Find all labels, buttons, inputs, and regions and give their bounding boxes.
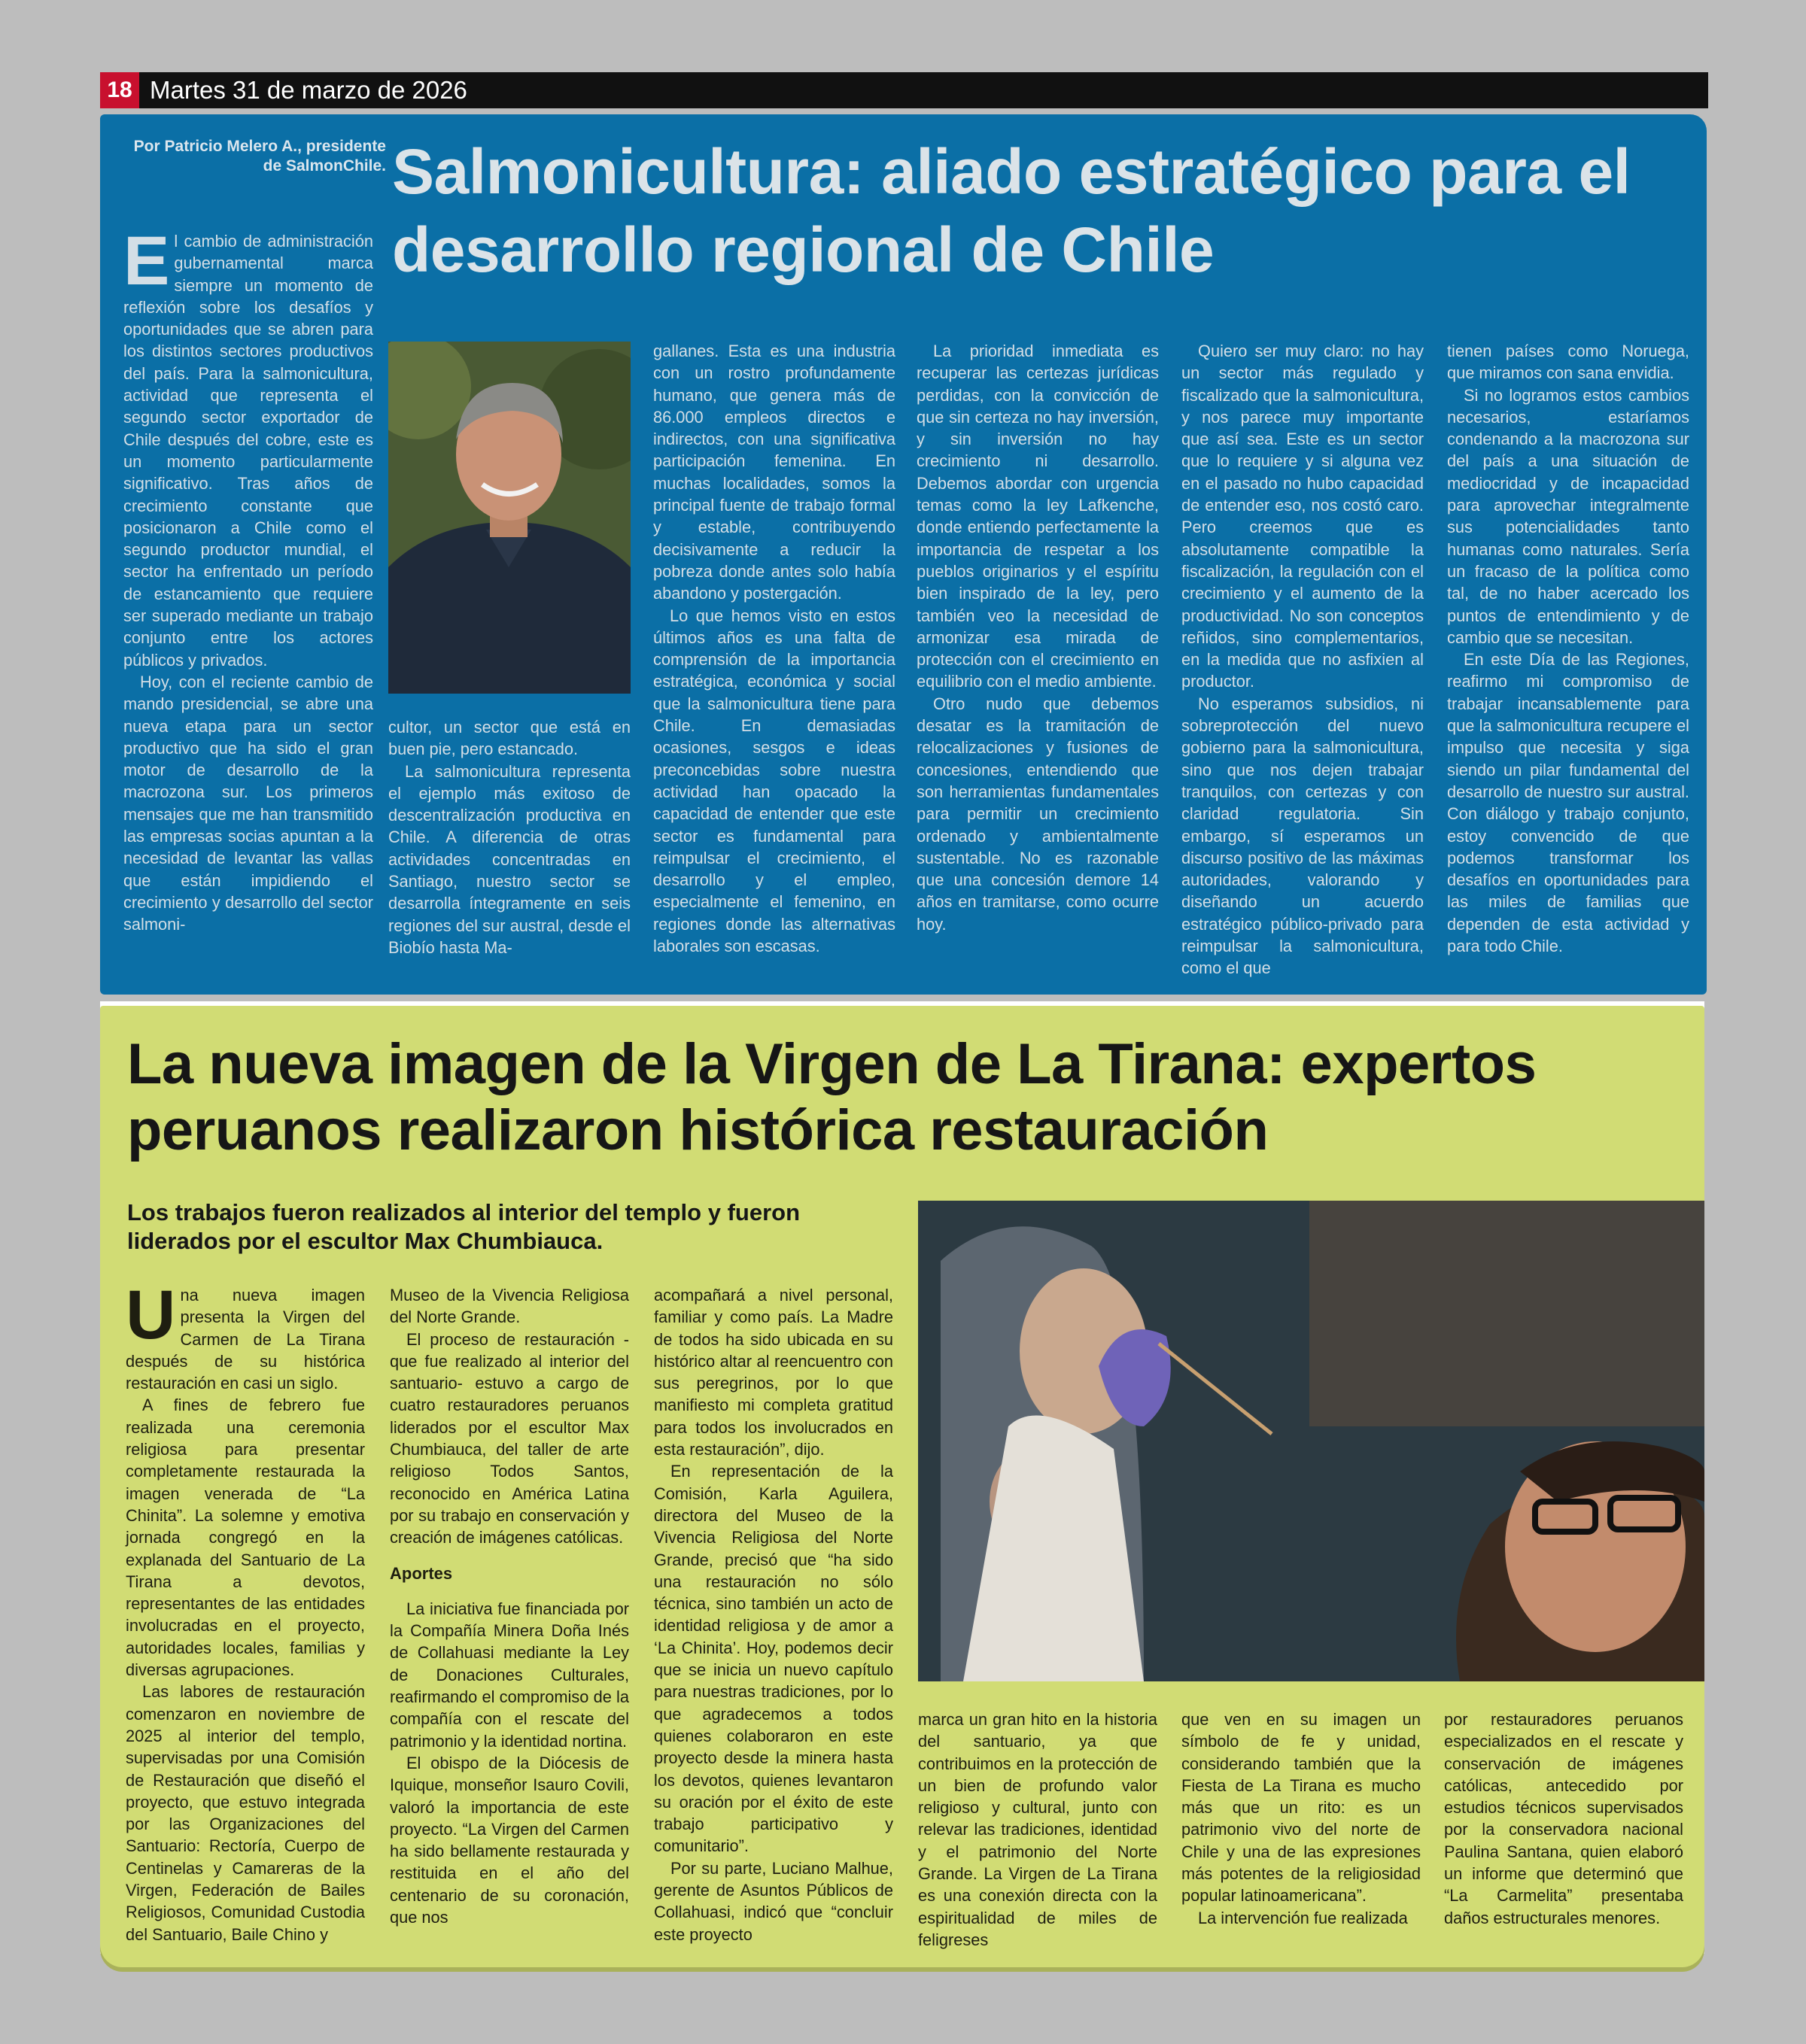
feature-paragraph: El proceso de restauración - que fue realizado al interior del santuario- estuvo a cargo de cuatro restauradores peruanos liderados por el escultor Max Chumbiauca, del taller de arte religioso Todos Santos, reconocido en América Latina por su trabajo en conservación y creación de imágenes católicas. [390,1329,629,1547]
feature-title: La nueva imagen de la Virgen de La Tirana: expertos peruanos realizaron histórica restauración [127,1032,1537,1162]
feature-column-5 [1181,1708,1421,1929]
feature-article [100,1006,1704,1967]
opinion-title: Salmonicultura: aliado estratégico para el desarrollo regional de Chile [392,136,1631,285]
opinion-column-1 [123,223,373,936]
feature-column-2 [390,1284,629,1928]
restoration-photo [918,1201,1704,1681]
opinion-paragraph: La prioridad inmediata es recuperar las certezas jurídicas perdidas, con la convicción de que sin certeza no hay inversión, y sin inversión no hay crecimiento ni desarrollo. Debemos abordar con urgencia temas como la ley Lafkenche, donde entiendo perfectamente la importancia de respetar a los pueblos originarios y el espíritu bien inspirado de la ley, pero también veo la necesidad de armonizar esa mirada de protección con el crecimiento en equilibrio con el medio ambiente. [917,342,1159,691]
issue-date: Martes 31 de marzo de 2026 [150,76,467,104]
feature-paragraph: Museo de la Vivencia Religiosa del Norte Grande. [390,1286,629,1327]
opinion-column-6 [1447,340,1689,957]
feature-paragraph: por restauradores peruanos especializados en el rescate y conservación de imágenes católicas, antecedido por estudios técnicos supervisados por la conservadora nacional Paulina Santana, quien elaboró un informe que determinó que “La Carmelita” presentaba daños estructurales menores. [1444,1710,1683,1927]
feature-paragraph: A fines de febrero fue realizada una ceremonia religiosa para presentar completamente restaurada la imagen venerada de “La Chinita”. La solemne y emotiva jornada congregó en la explanada del Santuario de La Tirana a devotos, representantes de las entidades involucradas en el proyecto, autoridades locales, familias y diversas agrupaciones. [126,1396,365,1680]
opinion-byline: Por Patricio Melero A., presidente de SalmonChile. [133,138,386,175]
opinion-paragraph: cultor, un sector que está en buen pie, pero estancado. [388,718,631,759]
feature-column-4 [918,1708,1157,1951]
feature-column-6 [1444,1708,1683,1929]
feature-paragraph: na nueva imagen presenta la Virgen del Carmen de La Tirana después de su histórica restauración en casi un siglo. [126,1286,365,1393]
feature-paragraph: que ven en su imagen un símbolo de fe y unidad, considerando también que la Fiesta de La Tirana es mucho más que un rito: es un patrimonio vivo del norte de Chile y una de las expresiones más potentes de la religiosidad popular latinoamericana”. [1181,1710,1421,1906]
opinion-paragraph: l cambio de administración gubernamental marca siempre un momento de reflexión sobre los desafíos y oportunidades que se abren para los distintos sectores productivos del país. Para la salmonicultura, actividad que representa el segundo sector exportador de Chile después del cobre, este es un momento particularmente significativo. Tras años de crecimiento constante que posicionaron a Chile como el segundo productor mundial, el sector ha enfrentado un período de estancamiento que requiere ser superado mediante un trabajo conjunto entre los actores públicos y privados. [123,232,373,670]
opinion-paragraph: Lo que hemos visto en estos últimos años es una falta de comprensión de la importancia estratégica, económica y social que la salmonicultura tiene para Chile. En demasiadas ocasiones, sesgos e ideas preconcebidas sobre nuestra actividad han opacado la capacidad de entender que este sector es fundamental para reimpulsar el crecimiento, el desarrollo y el empleo, especialmente el femenino, en regiones donde las alternativas laborales son escasas. [653,606,895,956]
feature-paragraph: La intervención fue realizada [1198,1908,1408,1927]
page-header [100,72,1708,108]
page-number: 18 [100,72,139,108]
opinion-paragraph: No esperamos subsidios, ni sobreprotección del nuevo gobierno para la salmonicultura, sino que nos dejen trabajar tranquilos, con certezas y con claridad regulatoria. Sin embargo, sí esperamos un discurso positivo de las máximas autoridades, valorando y diseñando un acuerdo estratégico público-privado para reimpulsar la salmonicultura, como el que [1181,694,1424,978]
opinion-paragraph: En este Día de las Regiones, reafirmo mi compromiso de trabajar incansablemente para que la salmonicultura recupere el impulso que necesita y siga siendo un pilar fundamental del desarrollo de nuestro sur austral. Con diálogo y trabajo conjunto, estoy convencido de que podemos transformar los desafíos en oportunidades para las miles de familias que dependen de esta actividad y para todo Chile. [1447,650,1689,956]
feature-paragraph: En representación de la Comisión, Karla Aguilera, directora del Museo de la Vivencia Religiosa del Norte Grande, precisó que “ha sido una restauración no sólo técnica, sino también un acto de identidad religiosa y de amor a ‘La Chinita’. Hoy, podemos decir que se inicia un nuevo capítulo para nuestras tradiciones, por lo que agradecemos a todos quienes colaboraron en este proyecto desde la minera hasta los devotos, quienes levantaron su oración por el éxito de este trabajo participativo y comunitario”. [654,1462,893,1856]
feature-paragraph: Las labores de restauración comenzaron en noviembre de 2025 al interior del templo, supervisadas por una Comisión de Restauración que diseñó el proyecto, que estuvo integrada por las Organizaciones del Santuario: Rectoría, Cuerpo de Centinelas y Camareras de la Virgen, Federación de Bailes Religiosos, Comunidad Custodia del Santuario, Baile Chino y [126,1682,365,1944]
opinion-paragraph: Hoy, con el reciente cambio de mando presidencial, se abre una nueva etapa para un sector productivo que ha sido el gran motor de desarrollo de la macrozona sur. Los primeros mensajes que me han transmitido las empresas socias apuntan a la necesidad de levantar las vallas que están impidiendo el crecimiento y desarrollo del sector salmoni- [123,672,373,934]
feature-dropcap: U [126,1277,176,1353]
feature-paragraph: acompañará a nivel personal, familiar y como país. La Madre de todos ha sido ubicada en su histórico altar al reencuentro con sus peregrinos, por lo que manifiesto mi completa gratitud para todos los involucrados en esta restauración”, dijo. [654,1286,893,1459]
feature-subtitle: Los trabajos fueron realizados al interior del templo y fueron liderados por el escultor Max Chumbiauca. [127,1199,801,1254]
feature-paragraph: marca un gran hito en la historia del santuario, ya que contribuimos en la protección de un bien de profundo valor religioso y cultural, junto con relevar las tradiciones, identidad y el patrimonio del Norte Grande. La Virgen de La Tirana es una conexión directa con la espiritualidad de miles de feligreses [918,1710,1157,1949]
restoration-scene-image [918,1201,1704,1681]
feature-paragraph: La iniciativa fue financiada por la Compañía Minera Doña Inés de Collahuasi mediante la Ley de Donaciones Culturales, reafirmando el compromiso de la compañía con el rescate del patrimonio y la identidad nortina. [390,1599,629,1751]
opinion-column-5 [1181,340,1424,979]
opinion-column-3 [653,340,895,957]
feature-column-3 [654,1284,893,1945]
opinion-paragraph: La salmonicultura representa el ejemplo más exitoso de descentralización productiva en Chile. A diferencia de otras actividades concentradas en Santiago, nuestro sector se desarrolla íntegramente en seis regiones del sur austral, desde el Biobío hasta Ma- [388,761,631,957]
author-portrait-image [388,342,631,694]
opinion-column-4 [917,340,1159,935]
opinion-paragraph: gallanes. Esta es una industria con un rostro profundamente humano, que genera más de 86.000 empleos directos e indirectos, con una significativa participación femenina. En muchas localidades, somos la principal fuente de trabajo formal y estable, contribuyendo decisivamente a reducir la pobreza donde antes solo había abandono y postergación. [653,342,895,603]
feature-paragraph: El obispo de la Diócesis de Iquique, monseñor Isauro Covili, valoró la importancia de este proyecto. “La Virgen del Carmen ha sido bellamente restaurada y restituida en el año del centenario de su coronación, que nos [390,1753,629,1927]
opinion-paragraph: Otro nudo que debemos desatar es la tramitación de relocalizaciones y fusiones de concesiones, entendiendo que son herramientas fundamentales para permitir un crecimiento ordenado y ambientalmente sustentable. No es razonable que una concesión demore 14 años en tramitarse, como ocurre hoy. [917,694,1159,934]
feature-column-1 [126,1277,365,1945]
opinion-column-2 [388,716,631,958]
feature-subheading: Aportes [390,1563,453,1583]
author-photo [388,342,631,694]
opinion-dropcap: E [123,223,170,299]
opinion-article [100,114,1707,995]
opinion-paragraph: Si no logramos estos cambios necesarios, estaríamos condenando a la macrozona sur del país a una situación de mediocridad y de incapacidad para aprovechar integralmente sus potencialidades tanto humanas como naturales. Sería un fracaso de la política como tal, de no haber acercado los puntos de entendimiento y de cambio que se necesitan. [1447,385,1689,647]
opinion-paragraph: Quiero ser muy claro: no hay un sector más regulado y fiscalizado que la salmonicultura, y nos parece muy importante que así sea. Este es un sector que lo requiere y si alguna vez en el pasado no hubo capacidad de entender eso, nos costó caro. Pero creemos que es absolutamente compatible la fiscalización, la regulación con el crecimiento y el aumento de la productividad. No son conceptos reñidos, sino complementarios, en la medida que no asfixien al productor. [1181,342,1424,691]
feature-paragraph: Por su parte, Luciano Malhue, gerente de Asuntos Públicos de Collahuasi, indicó que “concluir este proyecto [654,1858,893,1944]
opinion-paragraph: tienen países como Noruega, que miramos con sana envidia. [1447,342,1689,383]
